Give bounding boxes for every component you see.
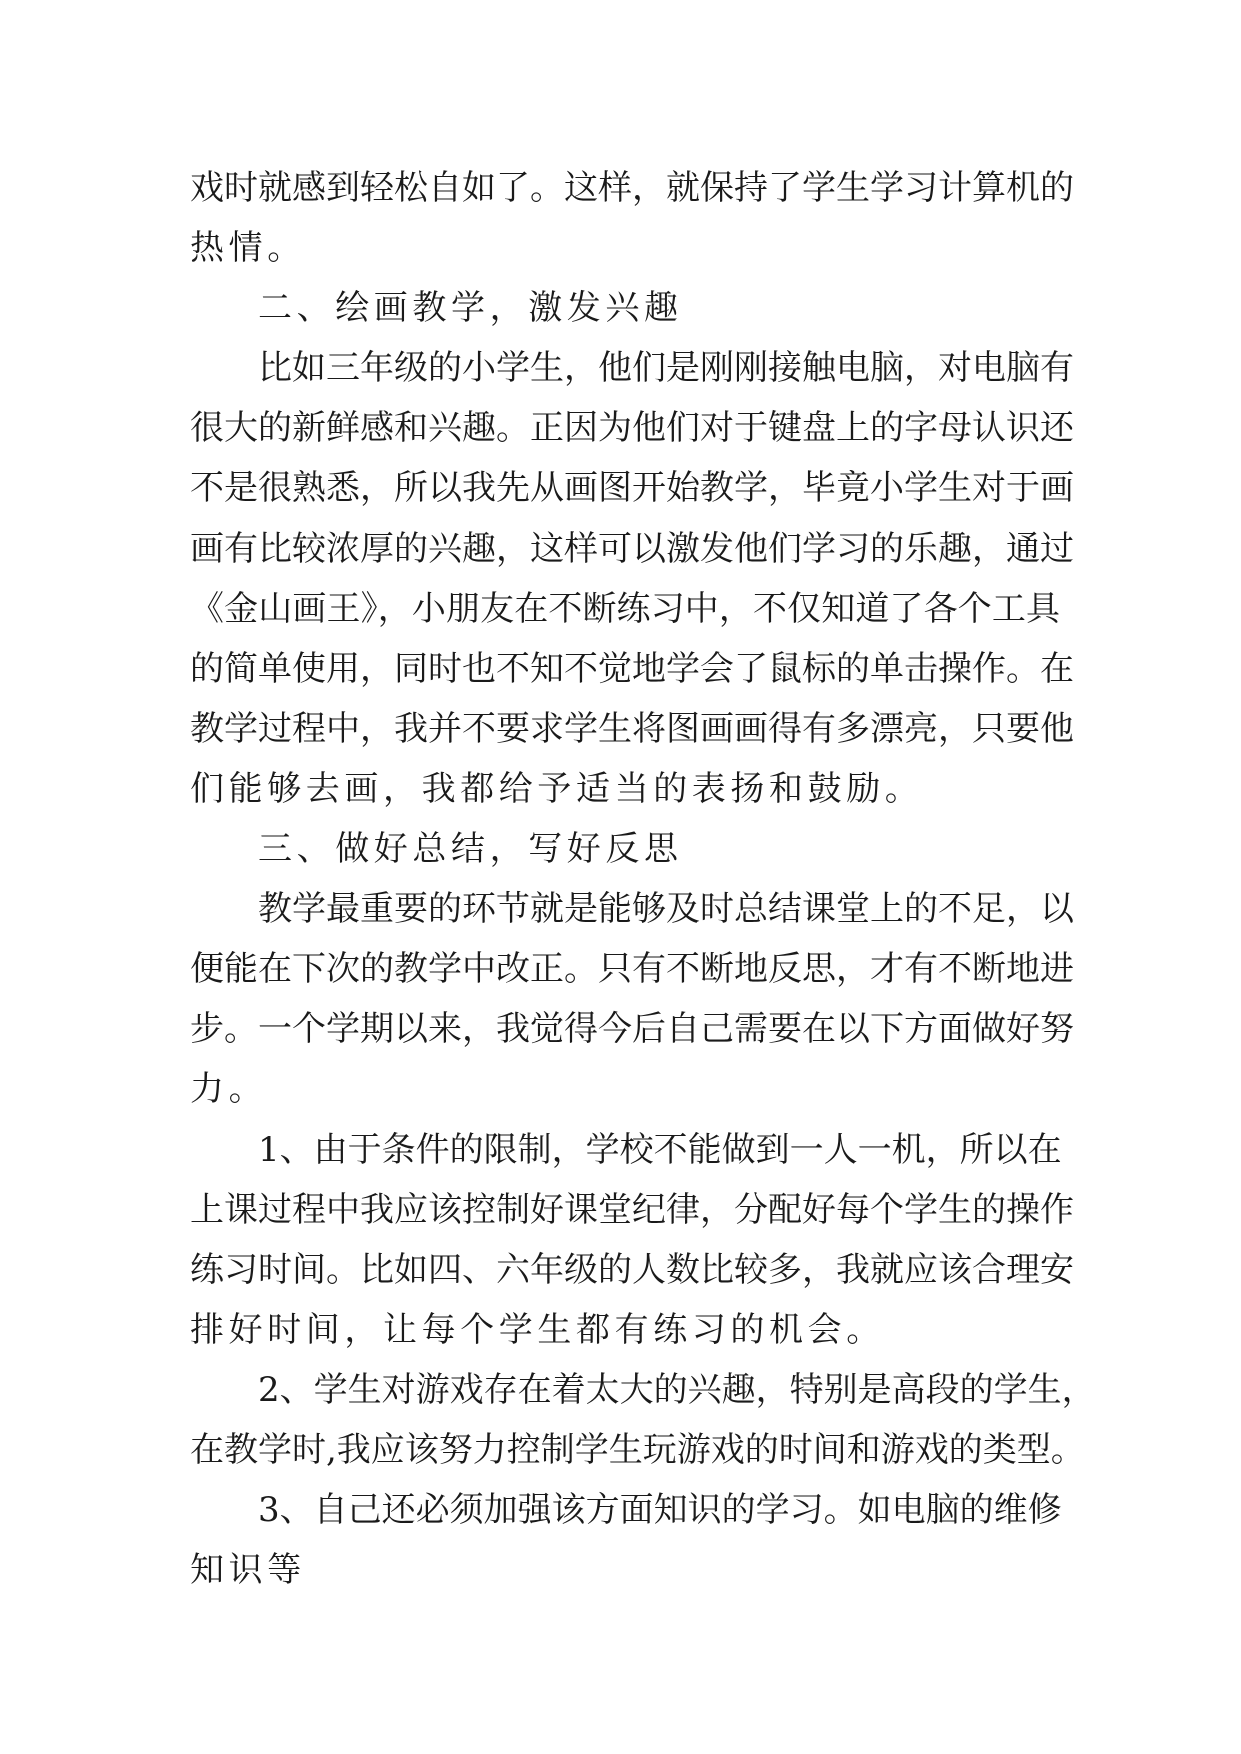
paragraph-line: 《金山画王》，小朋友在不断练习中，不仅知道了各个工具	[190, 588, 1060, 629]
list-item-line: 练习时间。比如四、六年级的人数比较多，我就应该合理安	[190, 1249, 1074, 1290]
list-item-line: 1、由于条件的限制，学校不能做到一人一机，所以在	[258, 1129, 1062, 1170]
paragraph-line: 画有比较浓厚的兴趣，这样可以激发他们学习的乐趣，通过	[190, 528, 1074, 569]
paragraph-line: 很大的新鲜感和兴趣。正因为他们对于键盘上的字母认识还	[190, 408, 1074, 449]
list-item-line: 在教学时,我应该努力控制学生玩游戏的时间和游戏的类型。	[190, 1429, 1085, 1470]
paragraph-line: 热情。	[190, 228, 306, 269]
paragraph-line: 教学最重要的环节就是能够及时总结课堂上的不足，以	[258, 889, 1074, 930]
paragraph-line: 们能够去画，我都给予适当的表扬和鼓励。	[190, 768, 924, 809]
paragraph-line: 戏时就感到轻松自如了。这样，就保持了学生学习计算机的	[190, 168, 1074, 208]
document-body	[190, 158, 1096, 1600]
paragraph-line: 比如三年级的小学生，他们是刚刚接触电脑，对电脑有	[258, 348, 1074, 389]
paragraph-line: 力。	[190, 1069, 268, 1110]
list-item-line: 排好时间，让每个学生都有练习的机会。	[190, 1309, 885, 1350]
list-item-line: 上课过程中我应该控制好课堂纪律，分配好每个学生的操作	[190, 1189, 1074, 1230]
section-heading: 二、绘画教学，激发兴趣	[258, 288, 683, 329]
paragraph-line: 的简单使用，同时也不知不觉地学会了鼠标的单击操作。在	[190, 648, 1074, 689]
section-heading: 三、做好总结，写好反思	[258, 829, 683, 870]
paragraph-line: 不是很熟悉，所以我先从画图开始教学，毕竟小学生对于画	[190, 468, 1074, 509]
list-item-line: 2、学生对游戏存在着太大的兴趣，特别是高段的学生，	[258, 1369, 1096, 1410]
list-item-line: 知识等	[190, 1550, 306, 1591]
paragraph-line: 便能在下次的教学中改正。只有不断地反思，才有不断地进	[190, 949, 1074, 990]
paragraph-line: 教学过程中，我并不要求学生将图画画得有多漂亮，只要他	[190, 708, 1074, 749]
list-item-line: 3、自己还必须加强该方面知识的学习。如电脑的维修	[258, 1490, 1062, 1531]
paragraph-line: 步。一个学期以来，我觉得今后自己需要在以下方面做好努	[190, 1009, 1074, 1050]
